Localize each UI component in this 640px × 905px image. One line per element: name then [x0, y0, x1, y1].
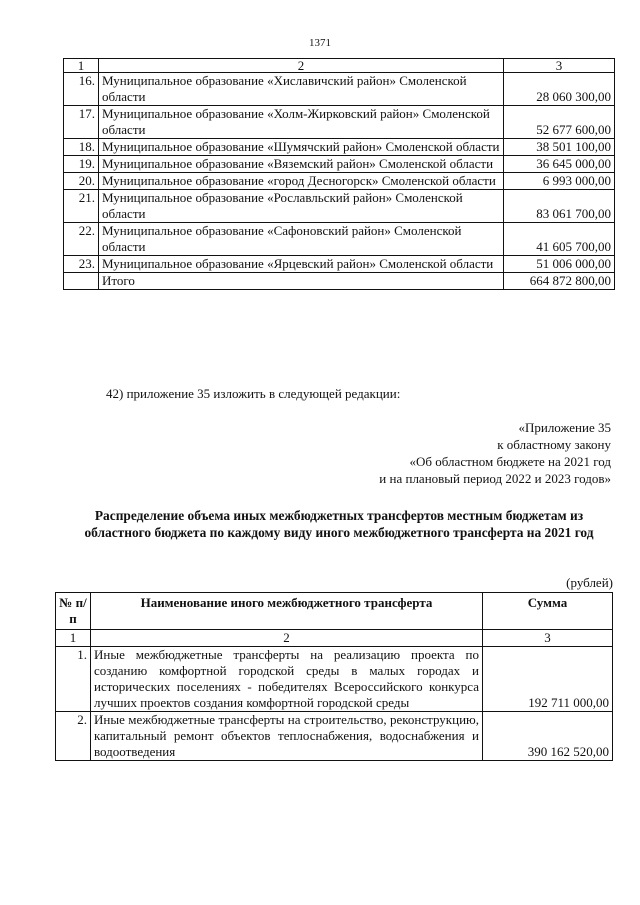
page-number: 1371: [309, 37, 331, 49]
row-sum: 390 162 520,00: [483, 712, 613, 761]
row-sum: 41 605 700,00: [504, 223, 615, 256]
row-name: Муниципальное образование «Ярцевский район» Смоленской области: [99, 256, 504, 273]
appendix-line: и на плановый период 2022 и 2023 годов»: [379, 471, 611, 486]
row-number: 16.: [64, 73, 99, 106]
row-name: Муниципальное образование «Холм-Жирковский район» Смоленской области: [99, 106, 504, 139]
row-number: 20.: [64, 173, 99, 190]
row-name: Муниципальное образование «Рославльский район» Смоленской области: [99, 190, 504, 223]
row-name: Муниципальное образование «Шумячский район» Смоленской области: [99, 139, 504, 156]
table-row: [64, 190, 615, 223]
appendix-header: [379, 419, 611, 487]
table-row: [64, 139, 615, 156]
row-sum: 192 711 000,00: [483, 647, 613, 712]
table-header-row: [56, 593, 613, 630]
column-number-2: 2: [99, 59, 504, 73]
row-name: Муниципальное образование «город Десногорск» Смоленской области: [99, 173, 504, 190]
row-number: 21.: [64, 190, 99, 223]
appendix-line: «Об областном бюджете на 2021 год: [409, 454, 611, 469]
document-title: Распределение объема иных межбюджетных трансфертов местным бюджетам из областного бюджета по каждому виду иного межбюджетного трансферта на 2021 год: [84, 508, 594, 540]
total-label: Итого: [99, 273, 504, 290]
row-name: Иные межбюджетные трансферты на строительство, реконструкцию, капитальный ремонт объектов теплоснабжения, водоснабжения и водоотведения: [91, 712, 483, 761]
row-name: Иные межбюджетные трансферты на реализацию проекта по созданию комфортной городской среды в малых городах и исторических поселениях - победителях Всероссийского конкурса лучших проектов создания комфортной городской среды: [91, 647, 483, 712]
municipal-table: [63, 58, 615, 290]
row-number: 23.: [64, 256, 99, 273]
table-row: [64, 106, 615, 139]
row-name: Муниципальное образование «Вяземский район» Смоленской области: [99, 156, 504, 173]
currency-unit: (рублей): [566, 575, 613, 590]
row-number: 19.: [64, 156, 99, 173]
amendment-item-42: 42) приложение 35 изложить в следующей редакции:: [106, 386, 401, 401]
column-number-2: 2: [91, 630, 483, 647]
header-sum: Сумма: [483, 593, 613, 630]
column-number-3: 3: [504, 59, 615, 73]
row-number: 18.: [64, 139, 99, 156]
row-name: Муниципальное образование «Хиславичский район» Смоленской области: [99, 73, 504, 106]
transfers-table: [55, 592, 613, 761]
table-row: [64, 173, 615, 190]
total-sum: 664 872 800,00: [504, 273, 615, 290]
appendix-line: «Приложение 35: [518, 420, 611, 435]
row-number: 2.: [56, 712, 91, 761]
row-sum: 51 006 000,00: [504, 256, 615, 273]
row-sum: 38 501 100,00: [504, 139, 615, 156]
total-row: [64, 273, 615, 290]
table-row: [64, 256, 615, 273]
column-number-1: 1: [56, 630, 91, 647]
appendix-line: к областному закону: [497, 437, 611, 452]
table-row: [64, 156, 615, 173]
table-row: [56, 647, 613, 712]
row-sum: 6 993 000,00: [504, 173, 615, 190]
total-number-cell: [64, 273, 99, 290]
row-sum: 36 645 000,00: [504, 156, 615, 173]
column-numbers-row: [56, 630, 613, 647]
header-number: № п/п: [56, 593, 91, 630]
row-number: 22.: [64, 223, 99, 256]
table-row: [64, 223, 615, 256]
row-sum: 52 677 600,00: [504, 106, 615, 139]
table-row: [64, 73, 615, 106]
row-number: 1.: [56, 647, 91, 712]
column-number-3: 3: [483, 630, 613, 647]
row-sum: 28 060 300,00: [504, 73, 615, 106]
column-number-1: 1: [64, 59, 99, 73]
row-sum: 83 061 700,00: [504, 190, 615, 223]
table-row: [56, 712, 613, 761]
row-number: 17.: [64, 106, 99, 139]
header-name: Наименование иного межбюджетного трансферта: [91, 593, 483, 630]
table-header-row: [64, 59, 615, 73]
row-name: Муниципальное образование «Сафоновский район» Смоленской области: [99, 223, 504, 256]
